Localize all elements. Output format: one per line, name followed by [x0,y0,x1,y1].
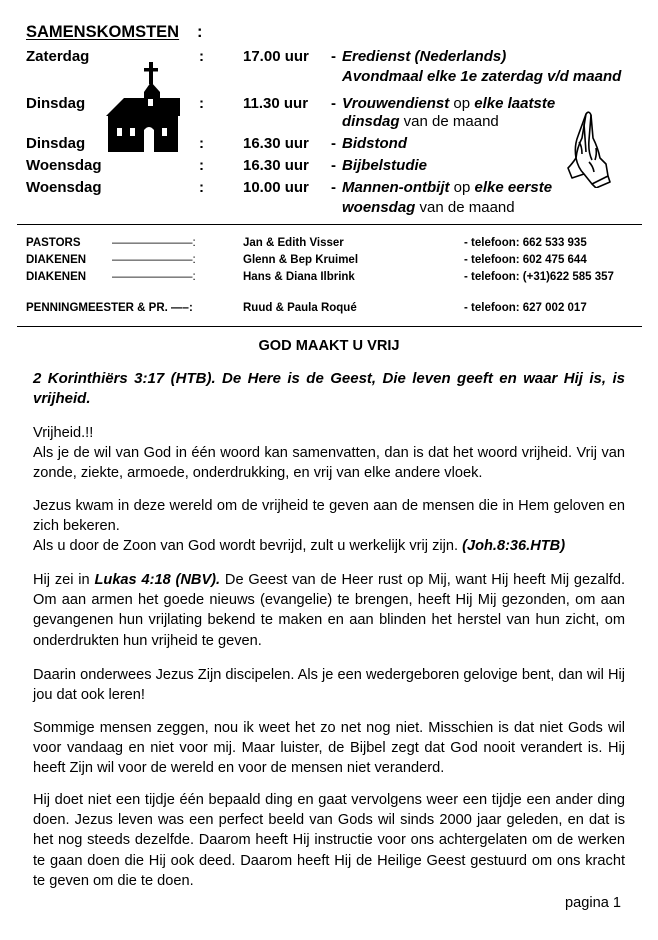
paragraph [33,570,625,651]
paragraph-text: Als je de wil van God in één woord kan samenvatten, dan is dat het woord vrijheid. Vrij van zonde, ziekte, armoede, onderdrukking, en vrij van elke andere vloek. [33,445,625,482]
paragraph-span: Hij zei in [33,572,95,588]
article-title: GOD MAAKT U VRIJ [258,338,400,354]
schedule-day: Zaterdag [26,48,90,65]
schedule-dash: - [331,48,336,65]
contact-leader: ———————: [112,254,196,266]
contact-names: Glenn & Bep Kruimel [243,254,359,266]
contact-phone: - telefoon: (+31)622 585 357 [464,271,614,283]
schedule-heading-colon: : [197,23,203,41]
paragraph-span: De Geest van de Heer rust op Mij, want Hij heeft Mij gezalfd. Om aan armen het goede nieuws (evangelie) te brengen, heeft Hij Mij gezonden, om aan gevangenen hun vrijlating bekend te maken en aan blinden het herstel van hun zicht, om onderdrukten hun vrijheid te geven. [33,572,625,649]
schedule-activity: Bijbelstudie [342,157,428,174]
schedule-dash: - [331,135,336,152]
page-number: pagina 1 [565,895,621,911]
activity-name: Vrouwendienst [342,95,450,112]
paragraph-line: Vrijheid.!! [33,425,94,441]
schedule-activity: Eredienst (Nederlands) [342,48,507,65]
activity-connector: op [449,179,475,196]
schedule-activity [342,95,555,112]
schedule-dash: - [331,179,336,196]
schedule-day: Woensdag [26,179,102,196]
schedule-colon: : [199,95,204,112]
schedule-activity-note: Avondmaal elke 1e zaterdag v/d maand [342,68,622,85]
contact-role: PASTORS [26,237,81,249]
contact-names: Ruud & Paula Roqué [243,302,357,314]
contact-phone: - telefoon: 627 002 017 [464,302,587,314]
schedule-heading: SAMENSKOMSTEN [26,23,180,41]
activity-connector: op [449,95,475,112]
schedule-colon: : [199,179,204,196]
contact-role: PENNINGMEESTER & PR. —–: [26,302,193,314]
activity-when: elke eerste [474,179,553,196]
paragraph-span: Als u door de Zoon van God wordt bevrijd, zult u werkelijk vrij zijn. [33,538,459,555]
schedule-time: 16.30 uur [243,157,309,174]
bible-verse: 2 Korinthiërs 3:17 (HTB). De Here is de Geest, Die leven geeft en waar Hij is, is vrijheid. [33,370,625,408]
schedule-colon: : [199,48,204,65]
paragraph: Daarin onderwees Jezus Zijn discipelen. Als je een wedergeboren gelovige bent, dan wil Hij jou dat ook leren! [33,667,625,704]
activity-suffix: van de maand [399,113,499,130]
schedule-activity-note [342,199,515,216]
schedule-activity: Bidstond [342,135,407,152]
church-icon [104,58,184,158]
schedule-dash: - [331,157,336,174]
paragraph: Sommige mensen zeggen, nou ik weet het zo net nog niet. Misschien is dat niet Gods wil voor vandaag en niet voor mij. Maar luister, de Bijbel zegt dat God nooit verandert is. Hij heeft Zijn wil voor de wereld en voor de mensen niet veranderd. [33,720,625,777]
contact-names: Jan & Edith Visser [243,237,344,249]
contact-role: DIAKENEN [26,271,87,283]
contact-phone: - telefoon: 602 475 644 [464,254,587,266]
contact-phone: - telefoon: 662 533 935 [464,237,587,249]
schedule-dash: - [331,95,336,112]
paragraph: Hij doet niet een tijdje één bepaald ding en gaat vervolgens weer een tijdje een ander ding doen. Jezus leven was een perfect beeld van Gods wil sinds 2000 jaar geleden, en dat is het nog steeds dezelfde. Daarom heeft Hij instructie voor ons achtergelaten om de werken te gaan doen die Hij ook deed. Daarom heeft Hij de Heilige Geest gestuurd om ons kracht te geven om die te doen. [33,792,625,889]
scripture-reference: Lukas 4:18 (NBV). [94,572,221,588]
divider [17,326,642,327]
contact-names: Hans & Diana Ilbrink [243,271,355,283]
praying-hands-icon [562,108,612,188]
schedule-day: Dinsdag [26,95,86,112]
contact-leader: ———————: [112,237,196,249]
paragraph-text [33,536,625,556]
activity-when: woensdag [342,199,416,216]
paragraph [33,423,625,484]
schedule-day: Dinsdag [26,135,86,152]
schedule-activity-note [342,113,499,130]
schedule-activity [342,179,552,196]
paragraph [33,496,625,557]
activity-name: Mannen-ontbijt [342,179,450,196]
schedule-time: 16.30 uur [243,135,309,152]
paragraph-text: Jezus kwam in deze wereld om de vrijheid te geven aan de mensen die in Hem geloven en zich bekeren. [33,498,625,535]
schedule-day: Woensdag [26,157,102,174]
scripture-reference: (Joh.8:36.HTB) [462,538,566,555]
activity-when: dinsdag [342,113,400,130]
divider [17,224,642,225]
schedule-time: 11.30 uur [243,95,309,112]
activity-suffix: van de maand [415,199,515,216]
contact-leader: ———————: [112,271,196,283]
schedule-colon: : [199,157,204,174]
schedule-time: 17.00 uur [243,48,309,65]
schedule-colon: : [199,135,204,152]
activity-when: elke laatste [474,95,556,112]
schedule-time: 10.00 uur [243,179,309,196]
paragraph-text [33,570,625,651]
contact-role: DIAKENEN [26,254,87,266]
